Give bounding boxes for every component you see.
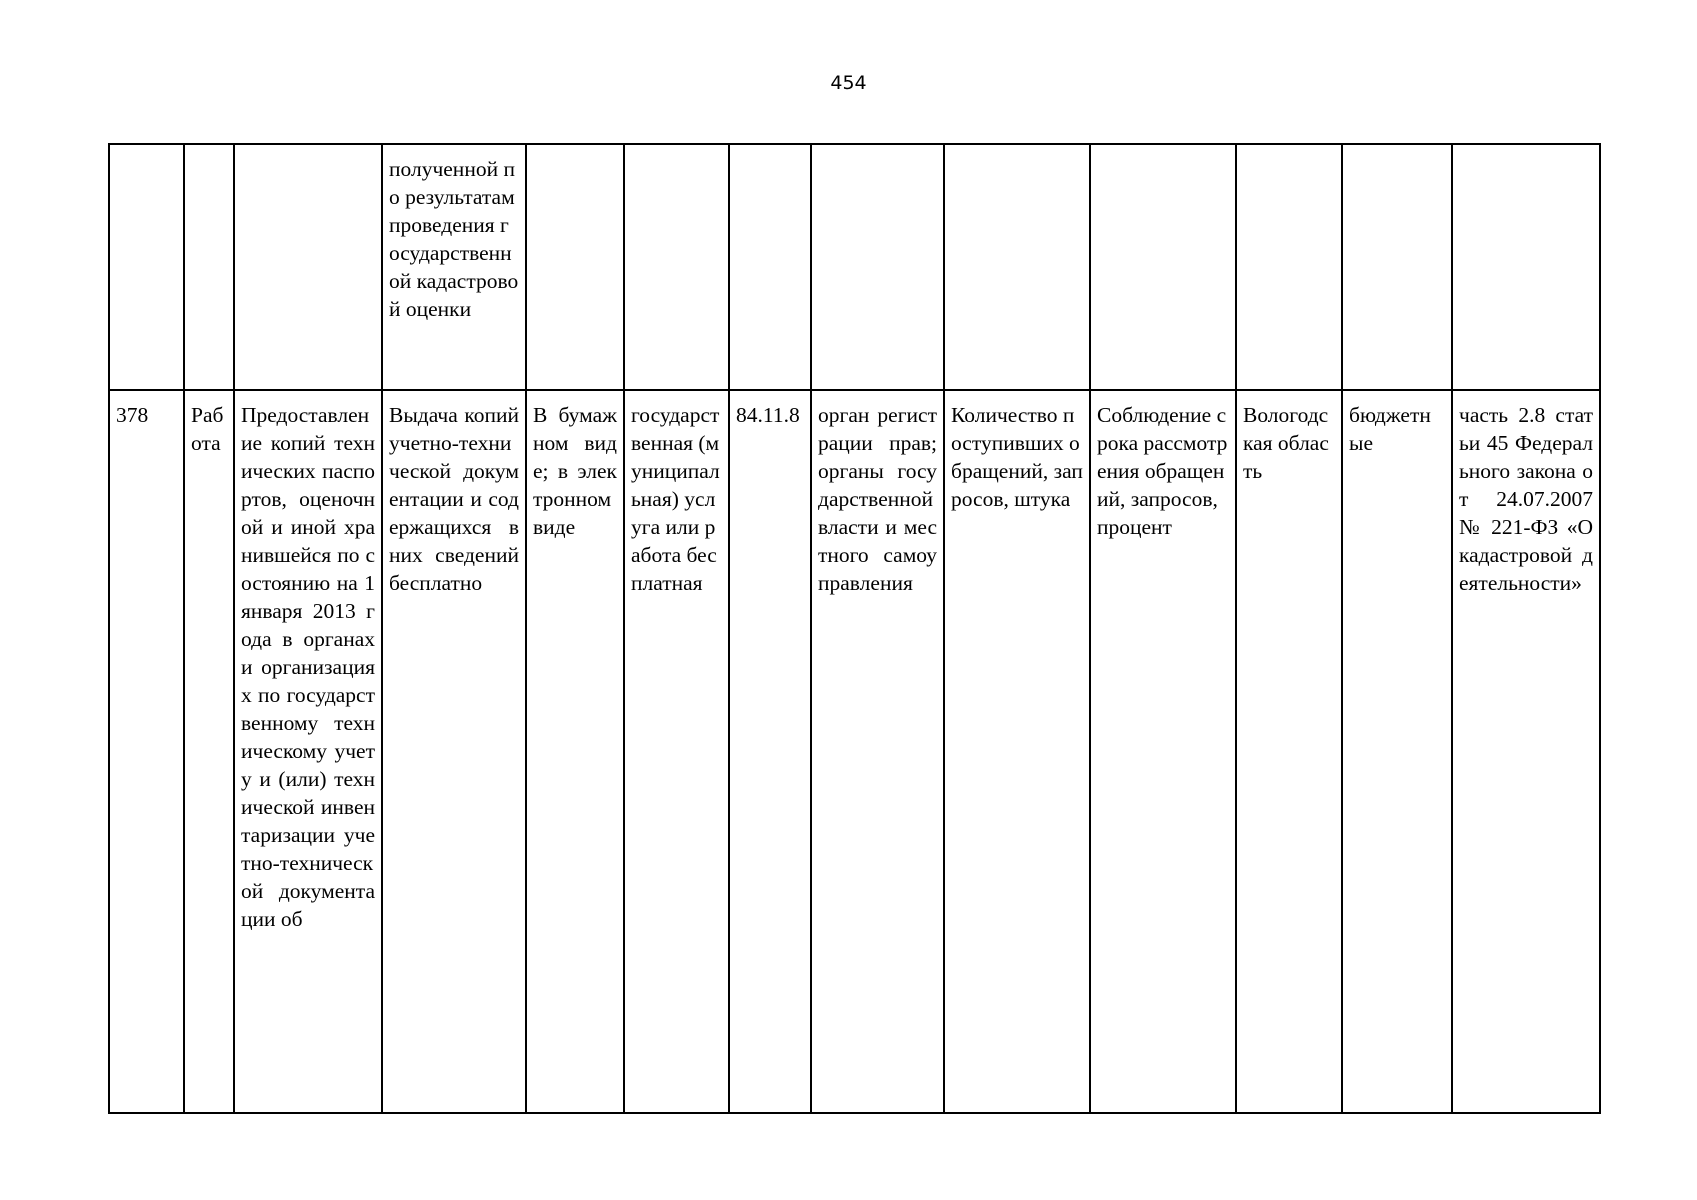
table-row-continuation bbox=[109, 144, 1600, 390]
table-row-378 bbox=[109, 390, 1600, 1113]
content-cell: Выдача копий учетно-технической документации и содержащихся в них сведений бесплатно bbox=[382, 390, 526, 1113]
content-cell-continued: полученной по результатам проведения государственной кадастровой оценки bbox=[382, 144, 526, 390]
registry-table bbox=[108, 143, 1601, 1114]
region-cell: Вологодская область bbox=[1236, 390, 1342, 1113]
form-cell: В бумажном виде; в электронном виде bbox=[526, 390, 624, 1113]
table-cell bbox=[1236, 144, 1342, 390]
row-number-cell: 378 bbox=[109, 390, 184, 1113]
recipients-cell: бюджетные bbox=[1342, 390, 1452, 1113]
authority-cell: орган регистрации прав; органы государственной власти и местного самоуправления bbox=[811, 390, 944, 1113]
volume-indicator-cell: Количество поступивших обращений, запросов, штука bbox=[944, 390, 1090, 1113]
table-cell bbox=[729, 144, 811, 390]
table-cell bbox=[944, 144, 1090, 390]
table-cell bbox=[624, 144, 729, 390]
table-cell bbox=[1342, 144, 1452, 390]
table-cell bbox=[1090, 144, 1236, 390]
type-cell: Работа bbox=[184, 390, 234, 1113]
page-number: 454 bbox=[830, 72, 867, 94]
table-cell bbox=[811, 144, 944, 390]
table-cell bbox=[1452, 144, 1600, 390]
name-cell: Предоставление копий технических паспортов, оценочной и иной хранившейся по состоянию на 1 января 2013 года в органах и организациях по государственному техническому учету и (или) технической инвентаризации учетно-технической документации об bbox=[234, 390, 382, 1113]
legal-basis-cell: часть 2.8 статьи 45 Федерального закона от 24.07.2007 № 221-ФЗ «О кадастровой деятельности» bbox=[1452, 390, 1600, 1113]
quality-indicator-cell: Соблюдение срока рассмотрения обращений, запросов, процент bbox=[1090, 390, 1236, 1113]
table-cell bbox=[234, 144, 382, 390]
kind-cell: государственная (муниципальная) услуга или работа бесплатная bbox=[624, 390, 729, 1113]
table-cell bbox=[109, 144, 184, 390]
table-cell bbox=[526, 144, 624, 390]
table-cell bbox=[184, 144, 234, 390]
code-cell: 84.11.8 bbox=[729, 390, 811, 1113]
